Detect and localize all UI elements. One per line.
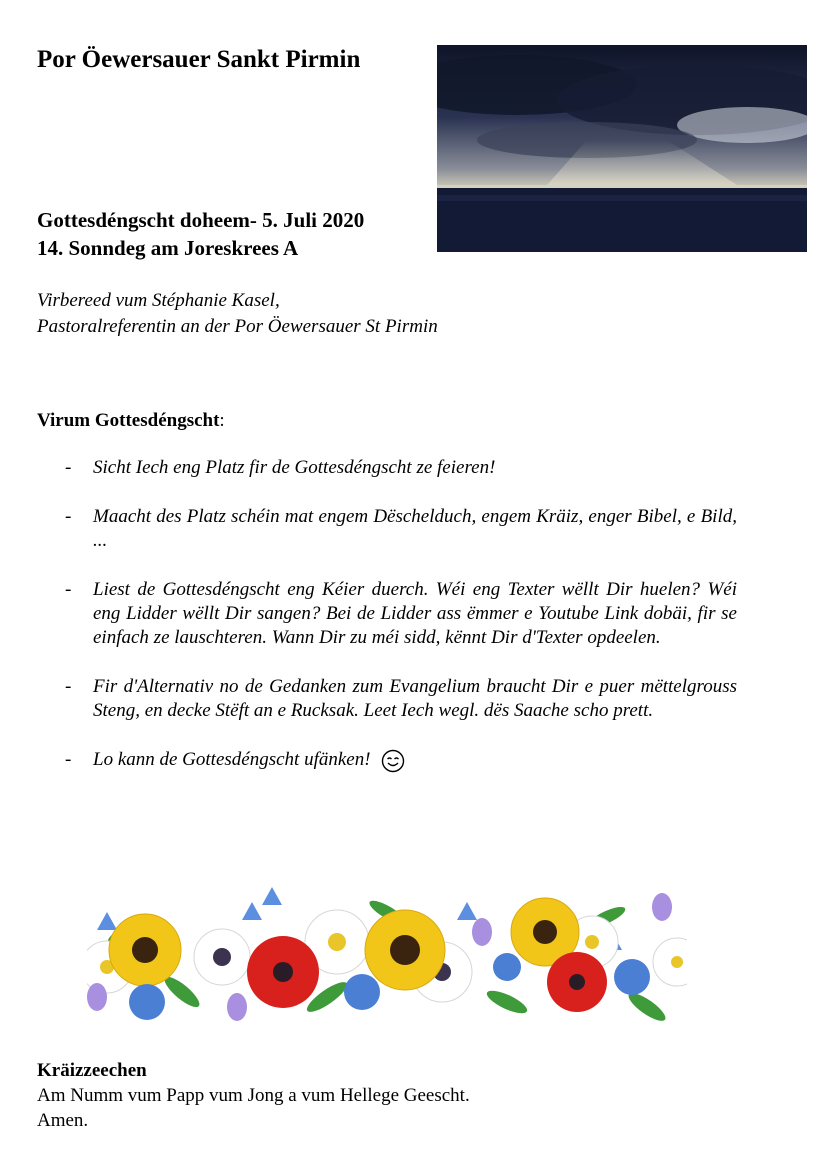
before-service-heading: Virum Gottesdéngscht: bbox=[37, 410, 225, 431]
prepared-by bbox=[37, 288, 438, 340]
sign-of-cross-text: Am Numm vum Papp vum Jong a vum Hellege Geescht. bbox=[37, 1085, 470, 1106]
amen-text: Amen. bbox=[37, 1110, 89, 1131]
list-item: - Maacht des Platz schéin mat engem Dëschelduch, engem Kräiz, enger Bibel, e Bild, ... bbox=[65, 506, 737, 551]
list-item: - Fir d'Alternativ no de Gedanken zum Evangelium braucht Dir e puer mëttelgrouss Steng, en decke Stëft an e Rucksak. Leet Iech wegl. dës Saache scho prett. bbox=[65, 676, 737, 721]
preparation-list bbox=[37, 456, 737, 798]
stormy-sea-photo bbox=[437, 45, 807, 252]
flower-border-image bbox=[87, 872, 687, 1037]
service-date: Gottesdéngscht doheem- 5. Juli 2020 bbox=[37, 208, 365, 232]
list-item: - Liest de Gottesdéngscht eng Kéier duerch. Wéi eng Texter wëllt Dir huelen? Wéi eng Lidder wëllt Dir sangen? Bei de Lidder ass ëmmer e Youtube Link dobäi, fir se einfach ze lauschteren. Wann Dir zu méi sidd, kënnt Dir d'Texter opdeelen. bbox=[65, 579, 737, 648]
smiley-icon bbox=[381, 749, 405, 773]
parish-title: Por Öewersauer Sankt Pirmin bbox=[37, 46, 361, 73]
list-item: - Lo kann de Gottesdéngscht ufänken! bbox=[37, 748, 737, 773]
list-item: - Sicht Iech eng Platz fir de Gottesdéngscht ze feieren! bbox=[65, 457, 496, 478]
liturgical-sunday: 14. Sonndeg am Joreskrees A bbox=[37, 236, 299, 260]
sign-of-cross-title: Kräizzeechen bbox=[37, 1060, 147, 1081]
prepared-by-role: Pastoralreferentin an der Por Öewersauer St Pirmin bbox=[37, 316, 438, 337]
prepared-by-name: Virbereed vum Stéphanie Kasel, bbox=[37, 290, 280, 311]
